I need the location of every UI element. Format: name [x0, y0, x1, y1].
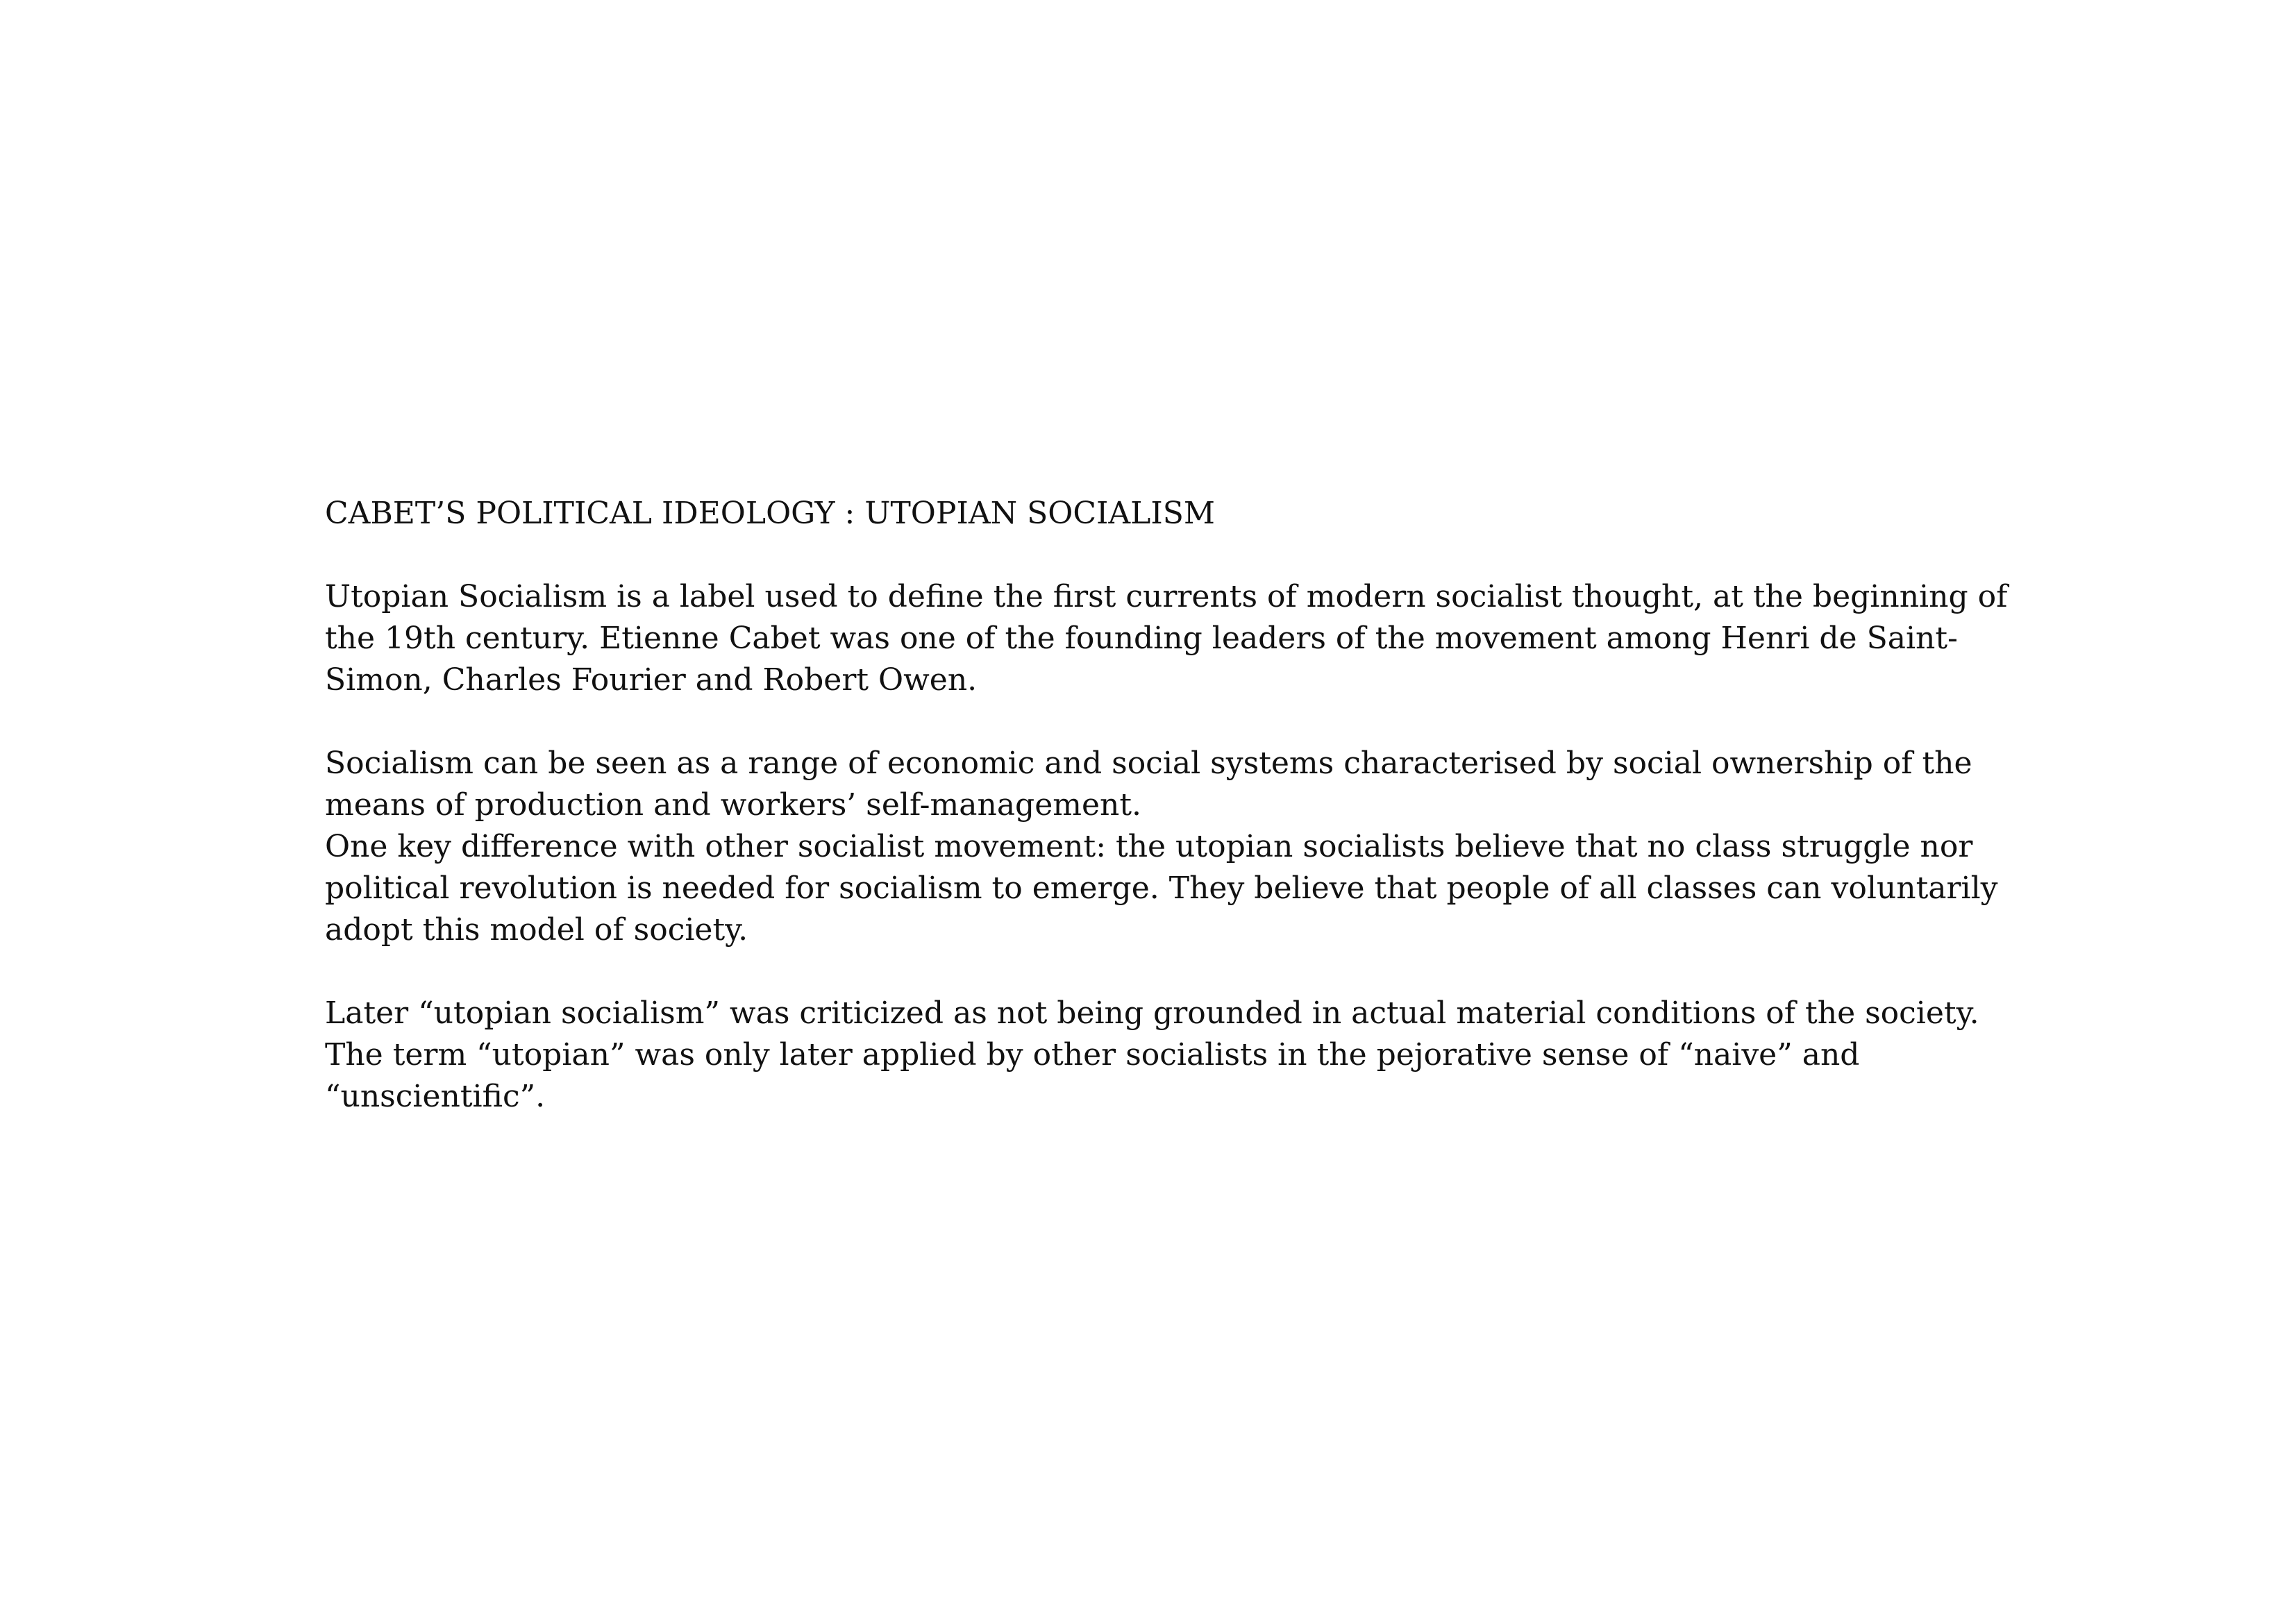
- document-title: CABET’S POLITICAL IDEOLOGY : UTOPIAN SOCIALISM: [325, 496, 1215, 531]
- paragraph-criticism: Later “utopian socialism” was criticized as not being grounded in actual material conditions of the society. The term “utopian” was only later applied by other socialists in the pejorative sense of “naive” and “unscientific”.: [325, 995, 1979, 1114]
- document-body: [325, 493, 2033, 1118]
- paragraph-difference: One key difference with other socialist movement: the utopian socialists believe that no class struggle nor political revolution is needed for socialism to emerge. They believe that people of all classes can voluntarily adopt this model of society.: [325, 829, 1998, 948]
- paragraph-definition: Socialism can be seen as a range of economic and social systems characterised by social ownership of the means of production and workers’ self-management.: [325, 746, 1972, 823]
- paragraph-intro: Utopian Socialism is a label used to define the first currents of modern socialist thought, at the beginning of the 19th century. Etienne Cabet was one of the founding leaders of the movement among Henri de Saint-Simon, Charles Fourier and Robert Owen.: [325, 579, 2008, 698]
